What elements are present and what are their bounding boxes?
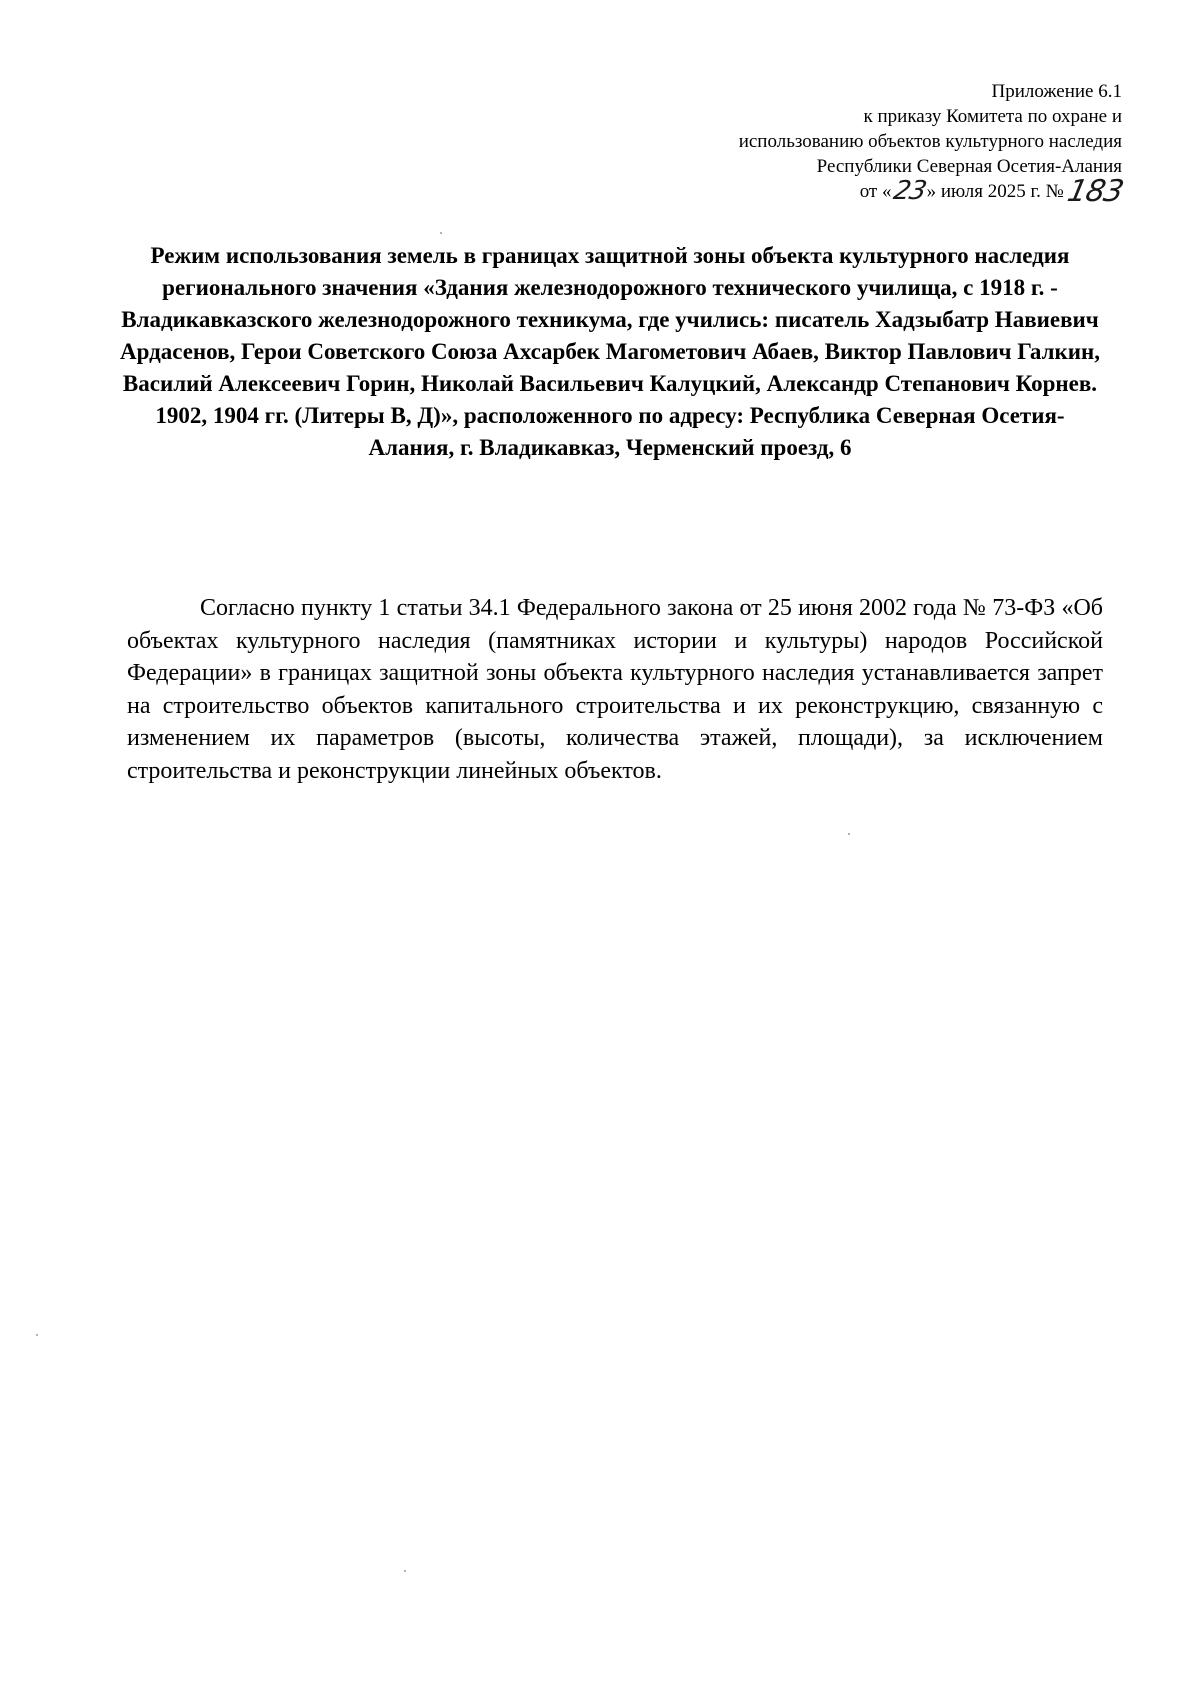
appendix-header (562, 79, 1126, 209)
date-middle: » июля 2025 г. № (926, 181, 1064, 202)
scan-speck (848, 833, 850, 835)
appendix-republic: Республики Северная Осетия-Алания (816, 156, 1122, 177)
scan-speck (36, 1334, 38, 1336)
appendix-date-line (562, 174, 1126, 209)
appendix-number: Приложение 6.1 (991, 81, 1122, 102)
document-title: Режим использования земель в границах защитной зоны объекта культурного наследия регионального значения «Здания железнодорожного технического училища, с 1918 г. - Владикавказского железнодорожного техникума, где учились: писатель Хадзыбатр Навиевич Ардасенов, Герои Советского Союза Ахсарбек Магометович Абаев, Виктор Павлович Галкин, Василий Алексеевич Горин, Николай Васильевич Калуцкий, Александр Степанович Корнев. 1902, 1904 гг. (Литеры В, Д)», расположенного по адресу: Республика Северная Осетия-Алания, г. Владикавказ, Черменский проезд, 6 (120, 243, 1100, 460)
handwritten-day: 23 (890, 176, 928, 206)
appendix-committee: использованию объектов культурного наследия (738, 131, 1122, 152)
scan-speck (440, 232, 442, 234)
body-paragraph: Согласно пункту 1 статьи 34.1 Федерального закона от 25 июня 2002 года № 73-ФЗ «Об объектах культурного наследия (памятниках истории и культуры) народов Российской Федерации» в границах защитной зоны объекта культурного наследия устанавливается запрет на строительство объектов капитального строительства и их реконструкцию, связанную с изменением их параметров (высоты, количества этажей, площади), за исключением строительства и реконструкции линейных объектов. (127, 595, 1103, 784)
scan-speck (404, 1570, 406, 1572)
date-prefix: от « (859, 181, 892, 202)
handwritten-order-number: 183 (1064, 174, 1126, 209)
appendix-order-ref: к приказу Комитета по охране и (863, 106, 1122, 127)
